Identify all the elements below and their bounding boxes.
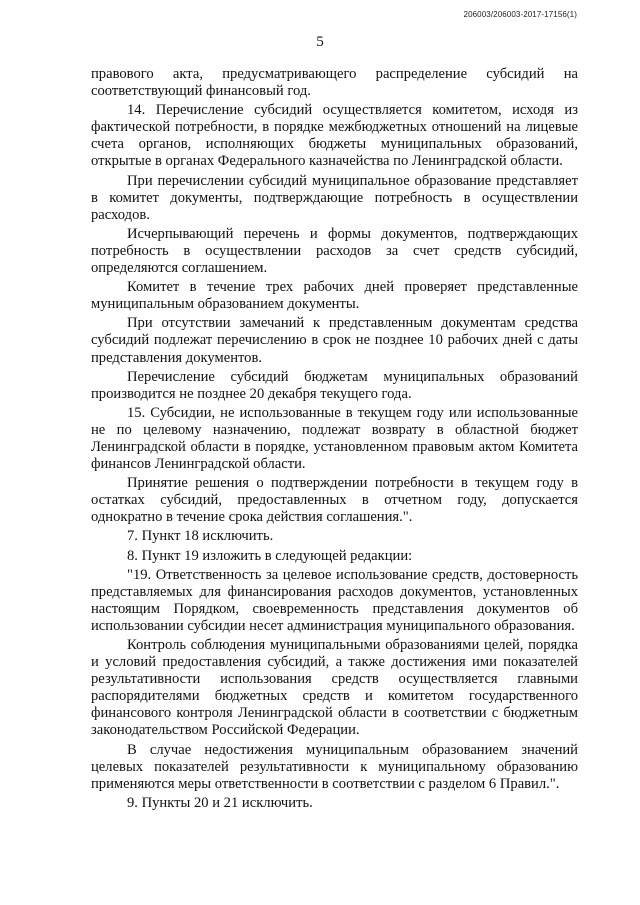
paragraph-control: Контроль соблюдения муниципальными образованиями целей, порядка и условий предоставления субсидий, а также достижения ими показателей результативности использования средств осуществляется главными распорядителями бюджетных средств и комитетом государственного финансового контроля Ленинградской области в соответствии с бюджетным законодательством Российской Федерации. <box>91 637 578 739</box>
paragraph-clause-14: 14. Перечисление субсидий осуществляется комитетом, исходя из фактической потребности, в порядке межбюджетных отношений на лицевые счета органов, исполняющих бюджеты муниципальных образований, открытые в органах Федерального казначейства по Ленинградской области. <box>91 102 578 170</box>
paragraph-responsibility: В случае недостижения муниципальным образованием значений целевых показателей результативности к муниципальному образованию применяются меры ответственности в соответствии с разделом 6 Правил.". <box>91 741 578 792</box>
page-number: 5 <box>316 34 324 50</box>
paragraph-clause-15: 15. Субсидии, не использованные в текущем году или использованные не по целевому назначению, подлежат возврату в областной бюджет Ленинградской области в порядке, установленном правовым актом Комитета финансов Ленинградской области. <box>91 404 578 473</box>
paragraph-9: Принятие решения о подтверждении потребности в текущем году в остатках субсидий, предоставленных в отчетном году, допускается однократно в течение срока действия соглашения.". <box>91 475 578 526</box>
paragraph-clause-19: "19. Ответственность за целевое использование средств, достоверность представляемых для финансирования расходов документов, установленных настоящим Порядком, своевременность представления документов об использовании субсидии несет администрация муниципального образования. <box>91 566 578 634</box>
paragraph-item-7: 7. Пункт 18 исключить. <box>127 528 274 545</box>
paragraph-4: Исчерпывающий перечень и формы документов, подтверждающих потребность в осуществлении расходов за счет средств субсидий, определяются соглашением. <box>91 225 578 277</box>
paragraph-6: При отсутствии замечаний к представленным документам средства субсидий подлежат перечислению в срок не позднее 10 рабочих дней с даты представления документов. <box>91 315 578 366</box>
paragraph-item-8: 8. Пункт 19 изложить в следующей редакции: <box>127 547 413 564</box>
paragraph-item-9: 9. Пункты 20 и 21 исключить. <box>127 794 313 811</box>
paragraph-5: Комитет в течение трех рабочих дней проверяет представленные муниципальным образованием документы. <box>91 279 578 313</box>
paragraph-1: правового акта, предусматривающего распределение субсидий на соответствующий финансовый год. <box>91 66 578 100</box>
document-body <box>91 66 578 812</box>
paragraph-3: При перечислении субсидий муниципальное образование представляет в комитет документы, подтверждающие потребность в осуществлении расходов. <box>91 172 578 223</box>
paragraph-7: Перечисление субсидий бюджетам муниципальных образований производится не позднее 20 декабря текущего года. <box>91 368 578 402</box>
document-id: 206003/206003-2017-17156(1) <box>463 10 577 19</box>
